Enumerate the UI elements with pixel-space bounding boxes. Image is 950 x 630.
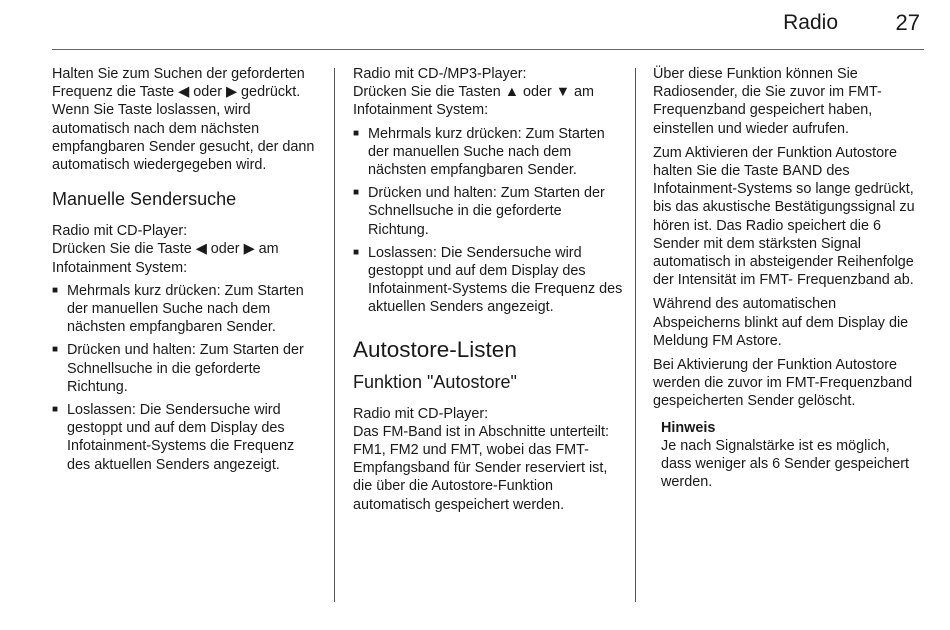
paragraph-recall: Über diese Funktion können Sie Radiosender, die Sie zuvor im FMT-Frequenzband gespeichert haben, einstellen und wieder aufrufen. <box>653 66 882 137</box>
list-item <box>353 184 625 239</box>
list-item-term: Drücken und halten <box>368 185 493 202</box>
paragraph-display: Während des automatischen Abspeicherns blinkt auf dem Display die Meldung FM Astore. <box>653 296 909 349</box>
header-divider <box>52 49 924 50</box>
paragraph-delete: Bei Aktivierung der Funktion Autostore werden die zuvor im FMT-Frequenzband gespeicherten Sender gelöscht. <box>653 357 913 410</box>
list-item-term: Loslassen <box>67 402 132 419</box>
column-1 <box>52 65 320 479</box>
list-item-term: Drücken und halten <box>67 342 192 359</box>
column-divider-1 <box>334 68 335 602</box>
list-item-text: : Zum Starten der Schnellsuche in die geforderte Richtung. <box>368 185 605 238</box>
note-text: Je nach Signalstärke ist es möglich, dass weniger als 6 Sender gespeichert werden. <box>661 437 909 491</box>
list-item-term: Loslassen <box>368 244 433 261</box>
note-box <box>661 419 923 492</box>
list-item <box>353 125 625 180</box>
list-item <box>52 282 320 337</box>
list-item-text: : Zum Starten der manuellen Suche nach dem nächsten empfangbaren Sender. <box>368 125 605 179</box>
list-item-term: Mehrmals kurz drücken <box>67 282 217 299</box>
chapter-heading: Autostore-Listen <box>353 336 517 362</box>
list-item-text: : Zum Starten der manuellen Suche nach dem nächsten empfangbaren Sender. <box>67 282 304 336</box>
page-title: Radio <box>783 11 838 34</box>
intro-paragraph: Halten Sie zum Suchen der geforderten Frequenz die Taste ◀ oder ▶ gedrückt. Wenn Sie Taste loslassen, wird automatisch nach dem nächsten empfangbaren Sender gesucht, der dann automatisch wiedergegeben wird. <box>52 66 315 174</box>
bullet-list <box>353 125 625 317</box>
subheading: Radio mit CD-Player: <box>52 223 188 240</box>
list-item-text: : Die Sendersuche wird gestoppt und auf dem Display des Infotainment-Systems die Frequenz des aktuellen Senders angezeigt. <box>67 402 295 473</box>
column-2 <box>353 65 625 520</box>
list-item <box>52 401 320 474</box>
list-item-term: Mehrmals kurz drücken <box>368 125 518 142</box>
column-3 <box>653 65 923 491</box>
list-item-text: : Die Sendersuche wird gestoppt und auf dem Display des Infotainment-Systems die Frequenz des aktuellen Senders angezeigt. <box>368 244 623 316</box>
note-title: Hinweis <box>661 419 716 436</box>
section-heading: Manuelle Sendersuche <box>52 189 237 210</box>
page-number: 27 <box>895 10 920 35</box>
subheading: Radio mit CD-/MP3-Player: <box>353 66 527 82</box>
instruction-text: Drücken Sie die Taste ◀ oder ▶ am Infotainment System: <box>52 241 279 276</box>
list-item-text: : Zum Starten der Schnellsuche in die geforderte Richtung. <box>67 342 304 395</box>
instruction-text: Drücken Sie die Tasten ▲ oder ▼ am Infotainment System: <box>353 84 594 119</box>
list-item <box>52 341 320 396</box>
subheading: Radio mit CD-Player: <box>353 405 489 422</box>
paragraph-activation: Zum Aktivieren der Funktion Autostore halten Sie die Taste BAND des Infotainment-Systems so lange gedrückt, bis das akustische Bestätigungssignal zu hören ist. Das Radio speichert die 6 Sender mit dem stärksten Signal automatisch in absteigender Reihenfolge der Intensität im FMT- Frequenzband ab. <box>653 144 915 289</box>
page-header <box>0 0 950 50</box>
column-divider-2 <box>635 68 636 602</box>
section-heading: Funktion "Autostore" <box>353 371 517 392</box>
bullet-list <box>52 282 320 474</box>
fm-band-paragraph: Das FM-Band ist in Abschnitte unterteilt: FM1, FM2 und FMT, wobei das FMT-Empfangsband für Sender reserviert ist, die über die Autostore-Funktion automatisch gespeichert werden. <box>353 423 609 513</box>
list-item <box>353 244 625 317</box>
